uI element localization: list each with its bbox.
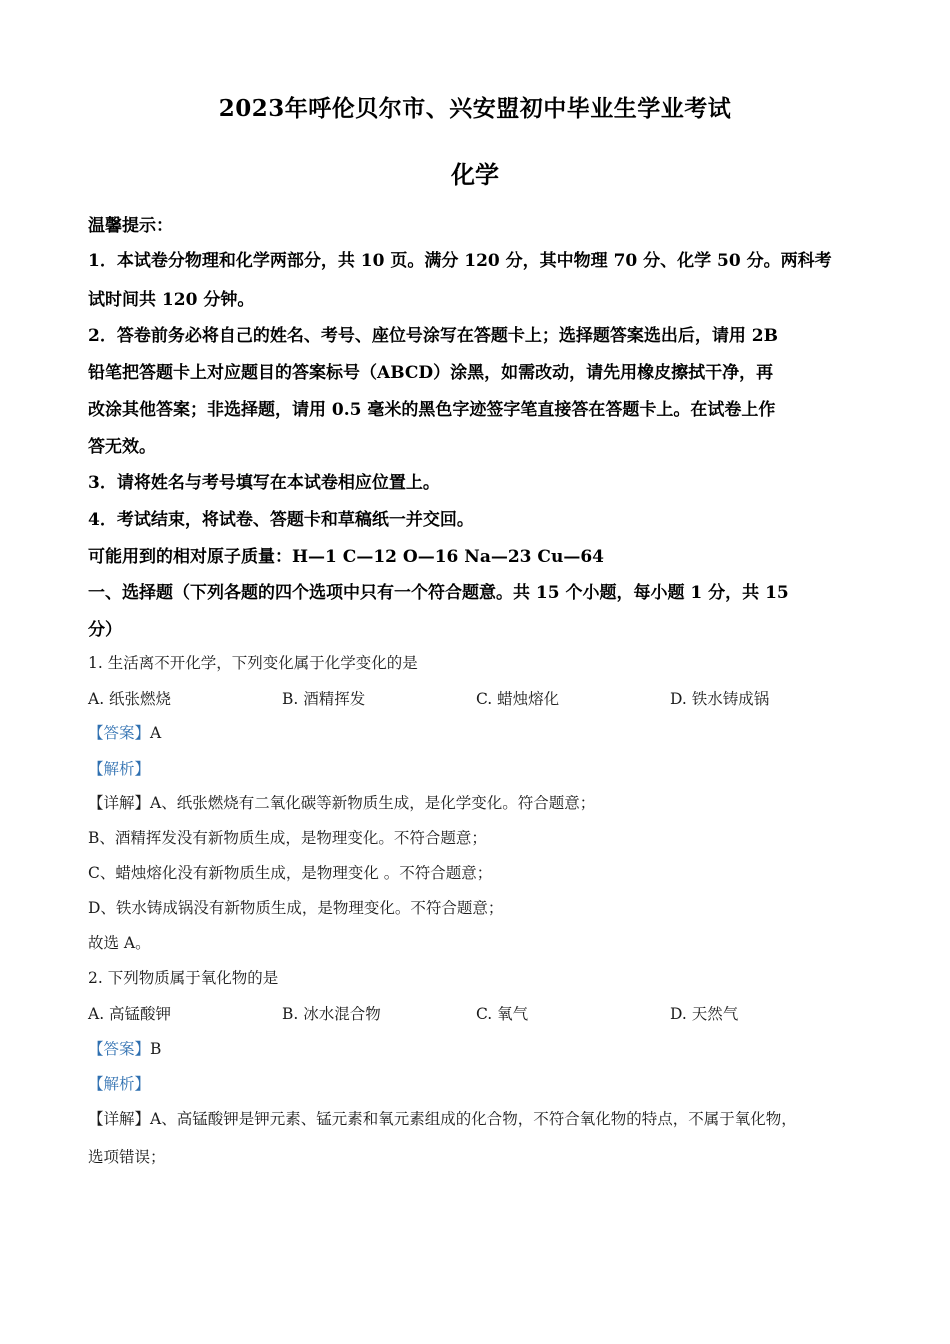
q2-detail-line: 选项错误； [88,1148,166,1166]
question-2-stem: 2. 下列物质属于氧化物的是 [88,969,279,987]
answer-value: A [150,724,162,742]
q1-detail-line: D、铁水铸成锅没有新物质生成，是物理变化。不符合题意； [88,899,504,917]
q1-option-c: C. 蜡烛熔化 [476,690,560,708]
q2-option-a: A. 高锰酸钾 [88,1005,172,1023]
detail-tag: 【详解】 [88,1110,151,1128]
q1-option-d: D. 铁水铸成锅 [670,690,770,708]
q2-option-c: C. 氧气 [476,1005,529,1023]
answer-value: B [150,1040,162,1058]
q2-analysis-tag: 【解析】 [88,1075,151,1093]
detail-tag: 【详解】 [88,794,151,812]
q1-answer [88,721,878,743]
notice-line: 答无效。 [88,437,156,457]
q1-conclusion: 故选 A。 [88,934,151,952]
q1-option-a: A. 纸张燃烧 [88,690,172,708]
q1-detail-line [88,791,878,813]
notice-line: 4．考试结束，将试卷、答题卡和草稿纸一并交回。 [88,510,474,530]
q1-detail-line: B、酒精挥发没有新物质生成，是物理变化。不符合题意； [88,829,487,847]
notice-line: 铅笔把答题卡上对应题目的答案标号（ABCD）涂黑，如需改动，请先用橡皮擦拭干净，再 [88,363,774,383]
q2-option-b: B. 冰水混合物 [282,1005,381,1023]
notice-line: 1．本试卷分物理和化学两部分，共 10 页。满分 120 分，其中物理 70 分、化学 50 分。两科考 [88,251,832,271]
notice-heading: 温馨提示： [88,216,173,236]
q2-answer [88,1037,878,1059]
q1-analysis-tag: 【解析】 [88,760,151,778]
question-1-stem: 1. 生活离不开化学，下列变化属于化学变化的是 [88,654,418,672]
q1-detail-line: C、蜡烛熔化没有新物质生成，是物理变化 。不符合题意； [88,864,493,882]
detail-text: A、高锰酸钾是钾元素、锰元素和氧元素组成的化合物，不符合氧化物的特点，不属于氧化物， [150,1110,797,1128]
atomic-masses: 可能用到的相对原子质量：H—1 C—12 O—16 Na—23 Cu—64 [88,547,604,567]
q2-option-d: D. 天然气 [670,1005,739,1023]
notice-line: 3．请将姓名与考号填写在本试卷相应位置上。 [88,473,440,493]
notice-line: 试时间共 120 分钟。 [88,290,255,310]
section-heading-cont: 分） [88,620,122,640]
q2-detail-line [88,1107,878,1129]
exam-title: 2023年呼伦贝尔市、兴安盟初中毕业生学业考试 [218,95,732,122]
subject-title: 化学 [451,160,499,189]
answer-tag: 【答案】 [88,724,151,742]
q1-option-b: B. 酒精挥发 [282,690,366,708]
section-heading: 一、选择题（下列各题的四个选项中只有一个符合题意。共 15 个小题，每小题 1 分，共 15 [88,583,789,603]
answer-tag: 【答案】 [88,1040,151,1058]
notice-line: 2．答卷前务必将自己的姓名、考号、座位号涂写在答题卡上；选择题答案选出后，请用 2B [88,326,778,346]
notice-line: 改涂其他答案；非选择题，请用 0.5 毫米的黑色字迹签字笔直接答在答题卡上。在试卷上作 [88,400,776,420]
detail-text: A、纸张燃烧有二氧化碳等新物质生成，是化学变化。符合题意； [150,794,596,812]
